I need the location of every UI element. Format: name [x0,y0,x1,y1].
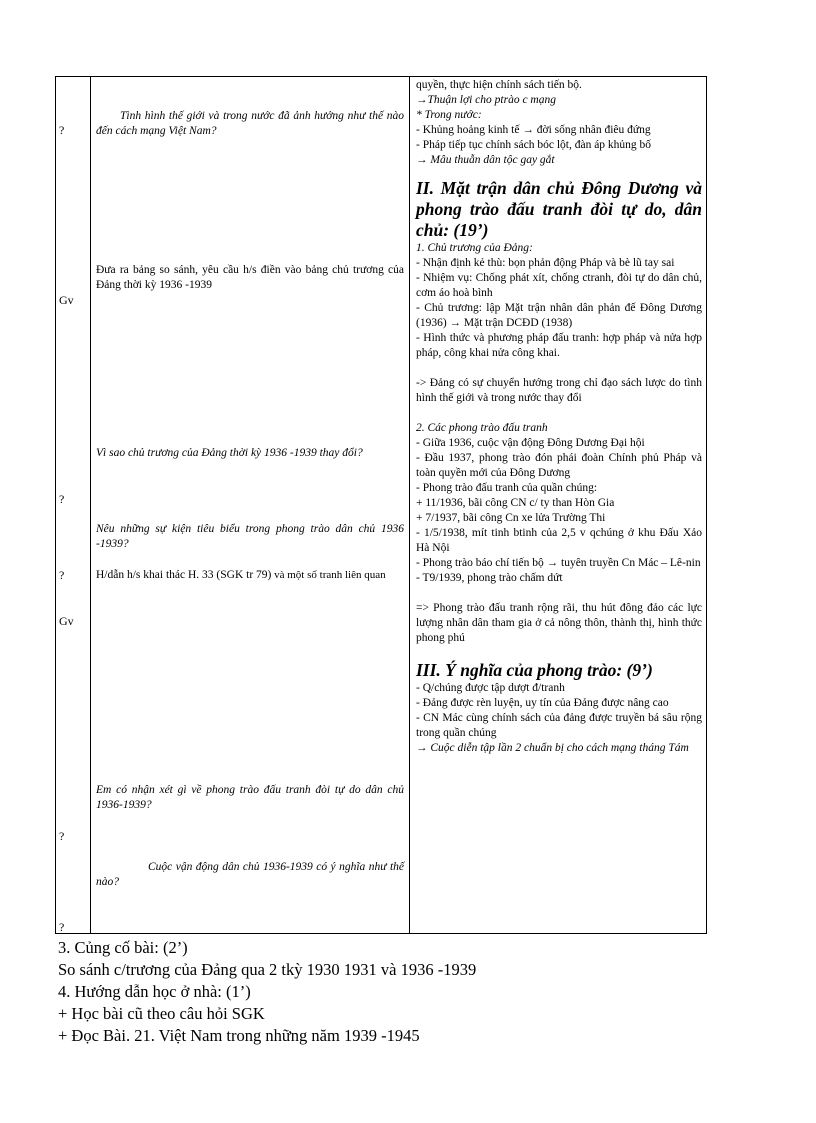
content-line: →Thuận lợi cho ptrào c mạng [416,94,556,106]
content-line: * Trong nước: [416,109,482,121]
column-divider [90,77,91,933]
consolidation-text: So sánh c/trương của Đảng qua 2 tkỳ 1930 1931 và 1936 -1939 [58,960,477,979]
content-line: - Khủng hoảng kinh tế → đời sống nhân điêu đứng [416,124,651,136]
content-line: - Nhiệm vụ: Chống phát xít, chống ctranh, đòi tự do dân chủ, cơm áo hoà bình [416,272,702,299]
movement-conclusion: => Phong trào đấu tranh rộng rãi, thu hút đông đảo các lực lượng nhân dân tham gia ở cả nông thôn, thành thị, hình thức phong phú [416,602,702,644]
content-line: - 1/5/1938, mít tinh btinh của 2,5 v qchúng ở khu Đấu Xảo Hà Nội [416,527,702,554]
role-label: ? [59,492,65,506]
content-line: - Đảng được rèn luyện, uy tín của Đảng được nâng cao [416,697,669,709]
content-line: - Giữa 1936, cuộc vận động Đông Dương Đại hội [416,437,645,449]
task-compare-table: Đưa ra bảng so sánh, yêu cầu h/s điền vào bảng chủ trương của Đảng thời kỳ 1936 -1939 [96,264,404,291]
role-label: ? [59,920,65,934]
column-divider [409,77,410,933]
section-3-conclusion: → Cuộc diễn tập lần 2 chuẩn bị cho cách mạng tháng Tám [416,742,689,754]
homework-item: + Đọc Bài. 21. Việt Nam trong những năm 1939 -1945 [58,1026,420,1045]
role-label: ? [59,568,65,582]
content-line: + 7/1937, bãi công Cn xe lửa Trường Thi [416,512,606,524]
content-line: - CN Mác cùng chính sách của đảng được truyền bá sâu rộng trong quần chúng [416,712,702,739]
section-2-conclusion: -> Đảng có sự chuyển hướng trong chỉ đạo sách lược do tình hình thế giới và trong nước thay đổi [416,377,702,404]
content-line: - Đầu 1937, phong trào đón phái đoàn Chính phủ Pháp và toàn quyền mới của Đông Dương [416,452,702,479]
consolidation-heading: 3. Củng cố bài: (2’) [58,938,188,957]
role-label: ? [59,829,65,843]
content-line: - Phong trào báo chí tiến bộ → tuyên truyền Cn Mác – Lê-nin [416,557,701,569]
role-label: Gv [59,293,74,307]
content-line: → Mâu thuẫn dân tộc gay gắt [416,154,555,166]
section-3-title: III. Ý nghĩa của phong trào: (9’) [416,660,653,680]
task-picture [96,568,404,583]
section-2-title: II. Mặt trận dân chủ Đông Dương và phong trào đấu tranh đòi tự do, dân chủ: (19’) [416,178,702,240]
content-line: + 11/1936, bãi công CN c/ ty than Hòn Gia [416,497,615,509]
question-comment: Em có nhận xét gì về phong trào đấu tranh đòi tự do dân chủ 1936-1939? [96,784,404,811]
content-line: - Phong trào đấu tranh của quần chúng: [416,482,598,494]
lesson-table [55,76,707,934]
question-events: Nêu những sự kiện tiêu biểu trong phong trào dân chủ 1936 -1939? [96,523,404,550]
content-line: - T9/1939, phong trào chấm dứt [416,572,563,584]
content-line: - Pháp tiếp tục chính sách bóc lột, đàn áp khủng bố [416,139,652,151]
content-line: - Q/chúng được tập dượt đ/tranh [416,682,565,694]
role-label: Gv [59,614,74,628]
section-2-subheading-1: 1. Chủ trương của Đảng: [416,242,533,254]
homework-heading: 4. Hướng dẫn học ở nhà: (1’) [58,982,251,1001]
content-line: - Nhận định kẻ thù: bọn phản động Pháp và bè lũ tay sai [416,257,675,269]
question-why-change: Vì sao chủ trương của Đảng thời kỳ 1936 -1939 thay đổi? [96,447,363,459]
question-meaning: Cuộc vận động dân chủ 1936-1939 có ý nghĩa như thế nào? [96,861,404,888]
task-picture-main: H/dẫn h/s khai thác H. 33 (SGK tr 79) [96,569,272,581]
task-picture-extra: và một số tranh liên quan [271,569,386,581]
content-line: - Chủ trương: lập Mặt trận nhân dân phản đế Đông Dương (1936) → Mặt trận DCĐD (1938) [416,302,702,329]
section-2-subheading-2: 2. Các phong trào đấu tranh [416,422,548,434]
homework-item: + Học bài cũ theo câu hỏi SGK [58,1004,265,1023]
content-column [416,78,702,756]
role-label: ? [59,123,65,137]
question-world-situation: Tình hình thế giới và trong nước đã ảnh hưởng như thế nào đến cách mạng Việt Nam? [96,110,404,137]
content-line: - Hình thức và phương pháp đấu tranh: hợp pháp và nửa hợp pháp, công khai nửa công khai. [416,332,702,359]
content-line: quyền, thực hiện chính sách tiến bộ. [416,79,582,91]
